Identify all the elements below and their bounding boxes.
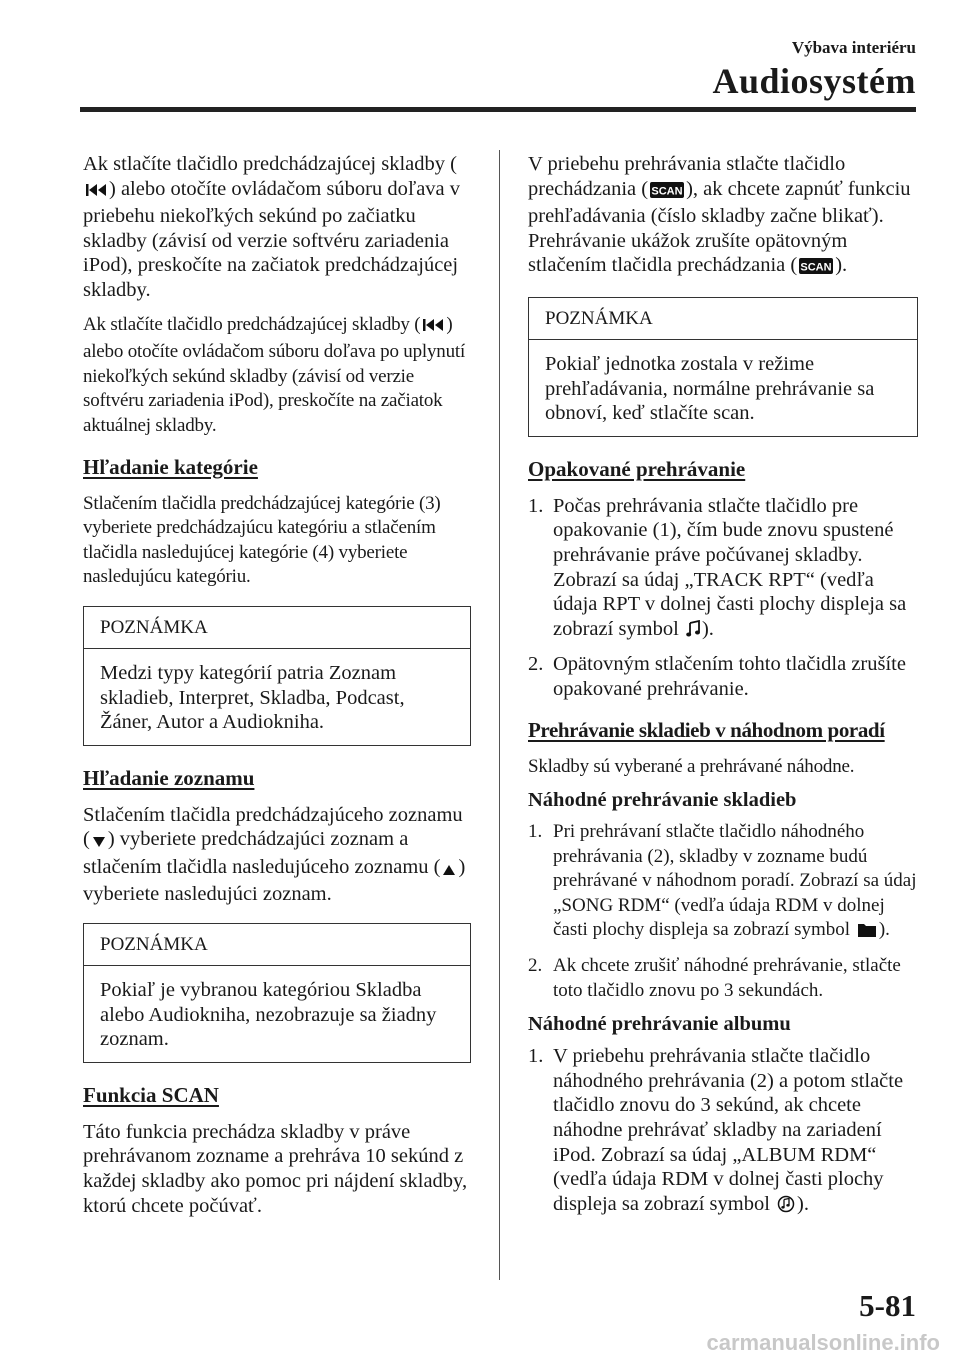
right-column [528, 152, 918, 1229]
note-box-scan-resume [528, 297, 918, 437]
svg-text:SCAN: SCAN [651, 185, 683, 198]
folder-shuffle-icon [857, 921, 877, 946]
scan-icon [650, 180, 684, 205]
list-item: 2. Ak chcete zrušiť náhodné prehrávanie, stlačte toto tlačidlo znovu po 3 sekundách. [528, 955, 901, 1001]
paragraph-scan-usage: V priebehu prehrávania stlačte tlačidlo prechádzania ( SCAN ), ak chcete zapnúť funkciu prehľadávania (číslo skladby začne blikať). Prehrávanie ukážok zrušíte opätovným stlačením tlačidla prechádzania ( SCAN ). [528, 152, 918, 281]
list-item: 1. Počas prehrávania stlačte tlačidlo pre opakovanie (1), čím bude znovu spustené prehrávanie práve počúvanej skladby. Zobrazí sa údaj „TRACK RPT“ (vedľa údaja RPT v dolnej časti plochy displeja sa zobrazí symbol ). [528, 494, 918, 645]
note-box-no-list [83, 923, 471, 1063]
left-column [83, 152, 471, 1228]
disc-shuffle-icon [777, 1195, 795, 1220]
paragraph-category-search: Stlačením tlačidla predchádzajúcej kategórie (3) vyberiete predchádzajúcu kategóriu a stlačením tlačidla nasledujúcej kategórie (4) vyberiete nasledujúcu kategóriu. [83, 492, 441, 588]
note-body: Medzi typy kategórií patria Zoznam skladieb, Interpret, Skladba, Podcast, Žáner, Autor a Audiokniha. [100, 661, 405, 734]
heading-repeat-playback: Opakované prehrávanie [528, 456, 746, 481]
skip-back-icon [85, 180, 107, 205]
header-section: Výbava interiéru [791, 38, 916, 57]
note-body: Pokiaľ jednotka zostala v režime prehľadávania, normálne prehrávanie sa obnoví, keď stlačíte scan. [545, 352, 875, 425]
list-random-album-steps [528, 1044, 918, 1219]
heading-random-playback: Prehrávanie skladieb v náhodnom poradí [528, 717, 885, 742]
triangle-up-icon [442, 858, 456, 883]
note-title: POZNÁMKA [529, 298, 917, 340]
column-divider [499, 150, 500, 1280]
heading-scan-function: Funkcia SCAN [83, 1082, 219, 1107]
list-item: 2. Opätovným stlačením tohto tlačidla zrušíte opakované prehrávanie. [528, 653, 906, 700]
triangle-down-icon [92, 830, 106, 855]
header-title: Audiosystém [712, 61, 916, 101]
paragraph-list-search: Stlačením tlačidla predchádzajúceho zoznamu ( ) vyberiete predchádzajúci zoznam a stlačením tlačidla nasledujúceho zoznamu ( ) vyberiete nasledujúci zoznam. [83, 803, 466, 906]
header-rule [80, 107, 916, 112]
heading-category-search: Hľadanie kategórie [83, 454, 258, 479]
subheading-random-tracks: Náhodné prehrávanie skladieb [528, 789, 797, 812]
page-number: 5-81 [859, 1288, 916, 1323]
note-box-categories [83, 606, 471, 746]
note-title: POZNÁMKA [84, 607, 470, 649]
paragraph-scan-function: Táto funkcia prechádza skladby v práve prehrávanom zozname a prehráva 10 sekúnd z každej skladby ako pomoc pri nájdení skladby, ktorú chcete počúvať. [83, 1120, 468, 1217]
list-repeat-steps [528, 494, 918, 702]
list-item: 1. V priebehu prehrávania stlačte tlačidlo náhodného prehrávania (2) a potom stlačte tlačidlo znovu do 3 sekúnd, ak chcete náhodne prehrávať skladby na zariadení iPod. Zobrazí sa údaj „ALBUM RDM“ (vedľa údaja RDM v dolnej časti plochy displeja sa zobrazí symbol ). [528, 1044, 918, 1219]
note-title: POZNÁMKA [84, 924, 470, 966]
paragraph-prev-track-2: Ak stlačíte tlačidlo predchádzajúcej skladby ( ) alebo otočíte ovládačom súboru doľava po uplynutí niekoľkých sekúnd skladby (závisí od verzie softvéru zariadenia iPod), preskočíte na začiatok aktuálnej skladby. [83, 313, 466, 436]
paragraph-prev-track-1: Ak stlačíte tlačidlo predchádzajúcej skladby () alebo otočíte ovládačom súboru doľava v priebehu niekoľkých sekúnd po začiatku skladby (závisí od verzie softvéru zariadenia iPod), preskočíte na začiatok predchádzajúcej skladby. [83, 153, 461, 301]
list-random-track-steps [528, 820, 918, 1003]
note-body: Pokiaľ je vybranou kategóriou Skladba alebo Audiokniha, nezobrazuje sa žiadny zoznam. [100, 979, 437, 1051]
scan-icon [799, 256, 833, 281]
repeat-note-icon [686, 620, 700, 645]
list-item: 1. Pri prehrávaní stlačte tlačidlo náhodného prehrávania (2), skladby v zozname budú prehrávané v náhodnom poradí. Zobrazí sa údaj „SONG RDM“ (vedľa údaja RDM v dolnej časti plochy displeja sa zobrazí symbol ). [528, 820, 918, 946]
subheading-random-album: Náhodné prehrávanie albumu [528, 1013, 791, 1036]
skip-back-icon [422, 316, 444, 341]
svg-text:SCAN: SCAN [800, 261, 832, 274]
watermark: carmanualsonline.info [706, 1330, 940, 1355]
paragraph-random-playback: Skladby sú vyberané a prehrávané náhodne. [528, 755, 855, 777]
heading-list-search: Hľadanie zoznamu [83, 765, 255, 790]
